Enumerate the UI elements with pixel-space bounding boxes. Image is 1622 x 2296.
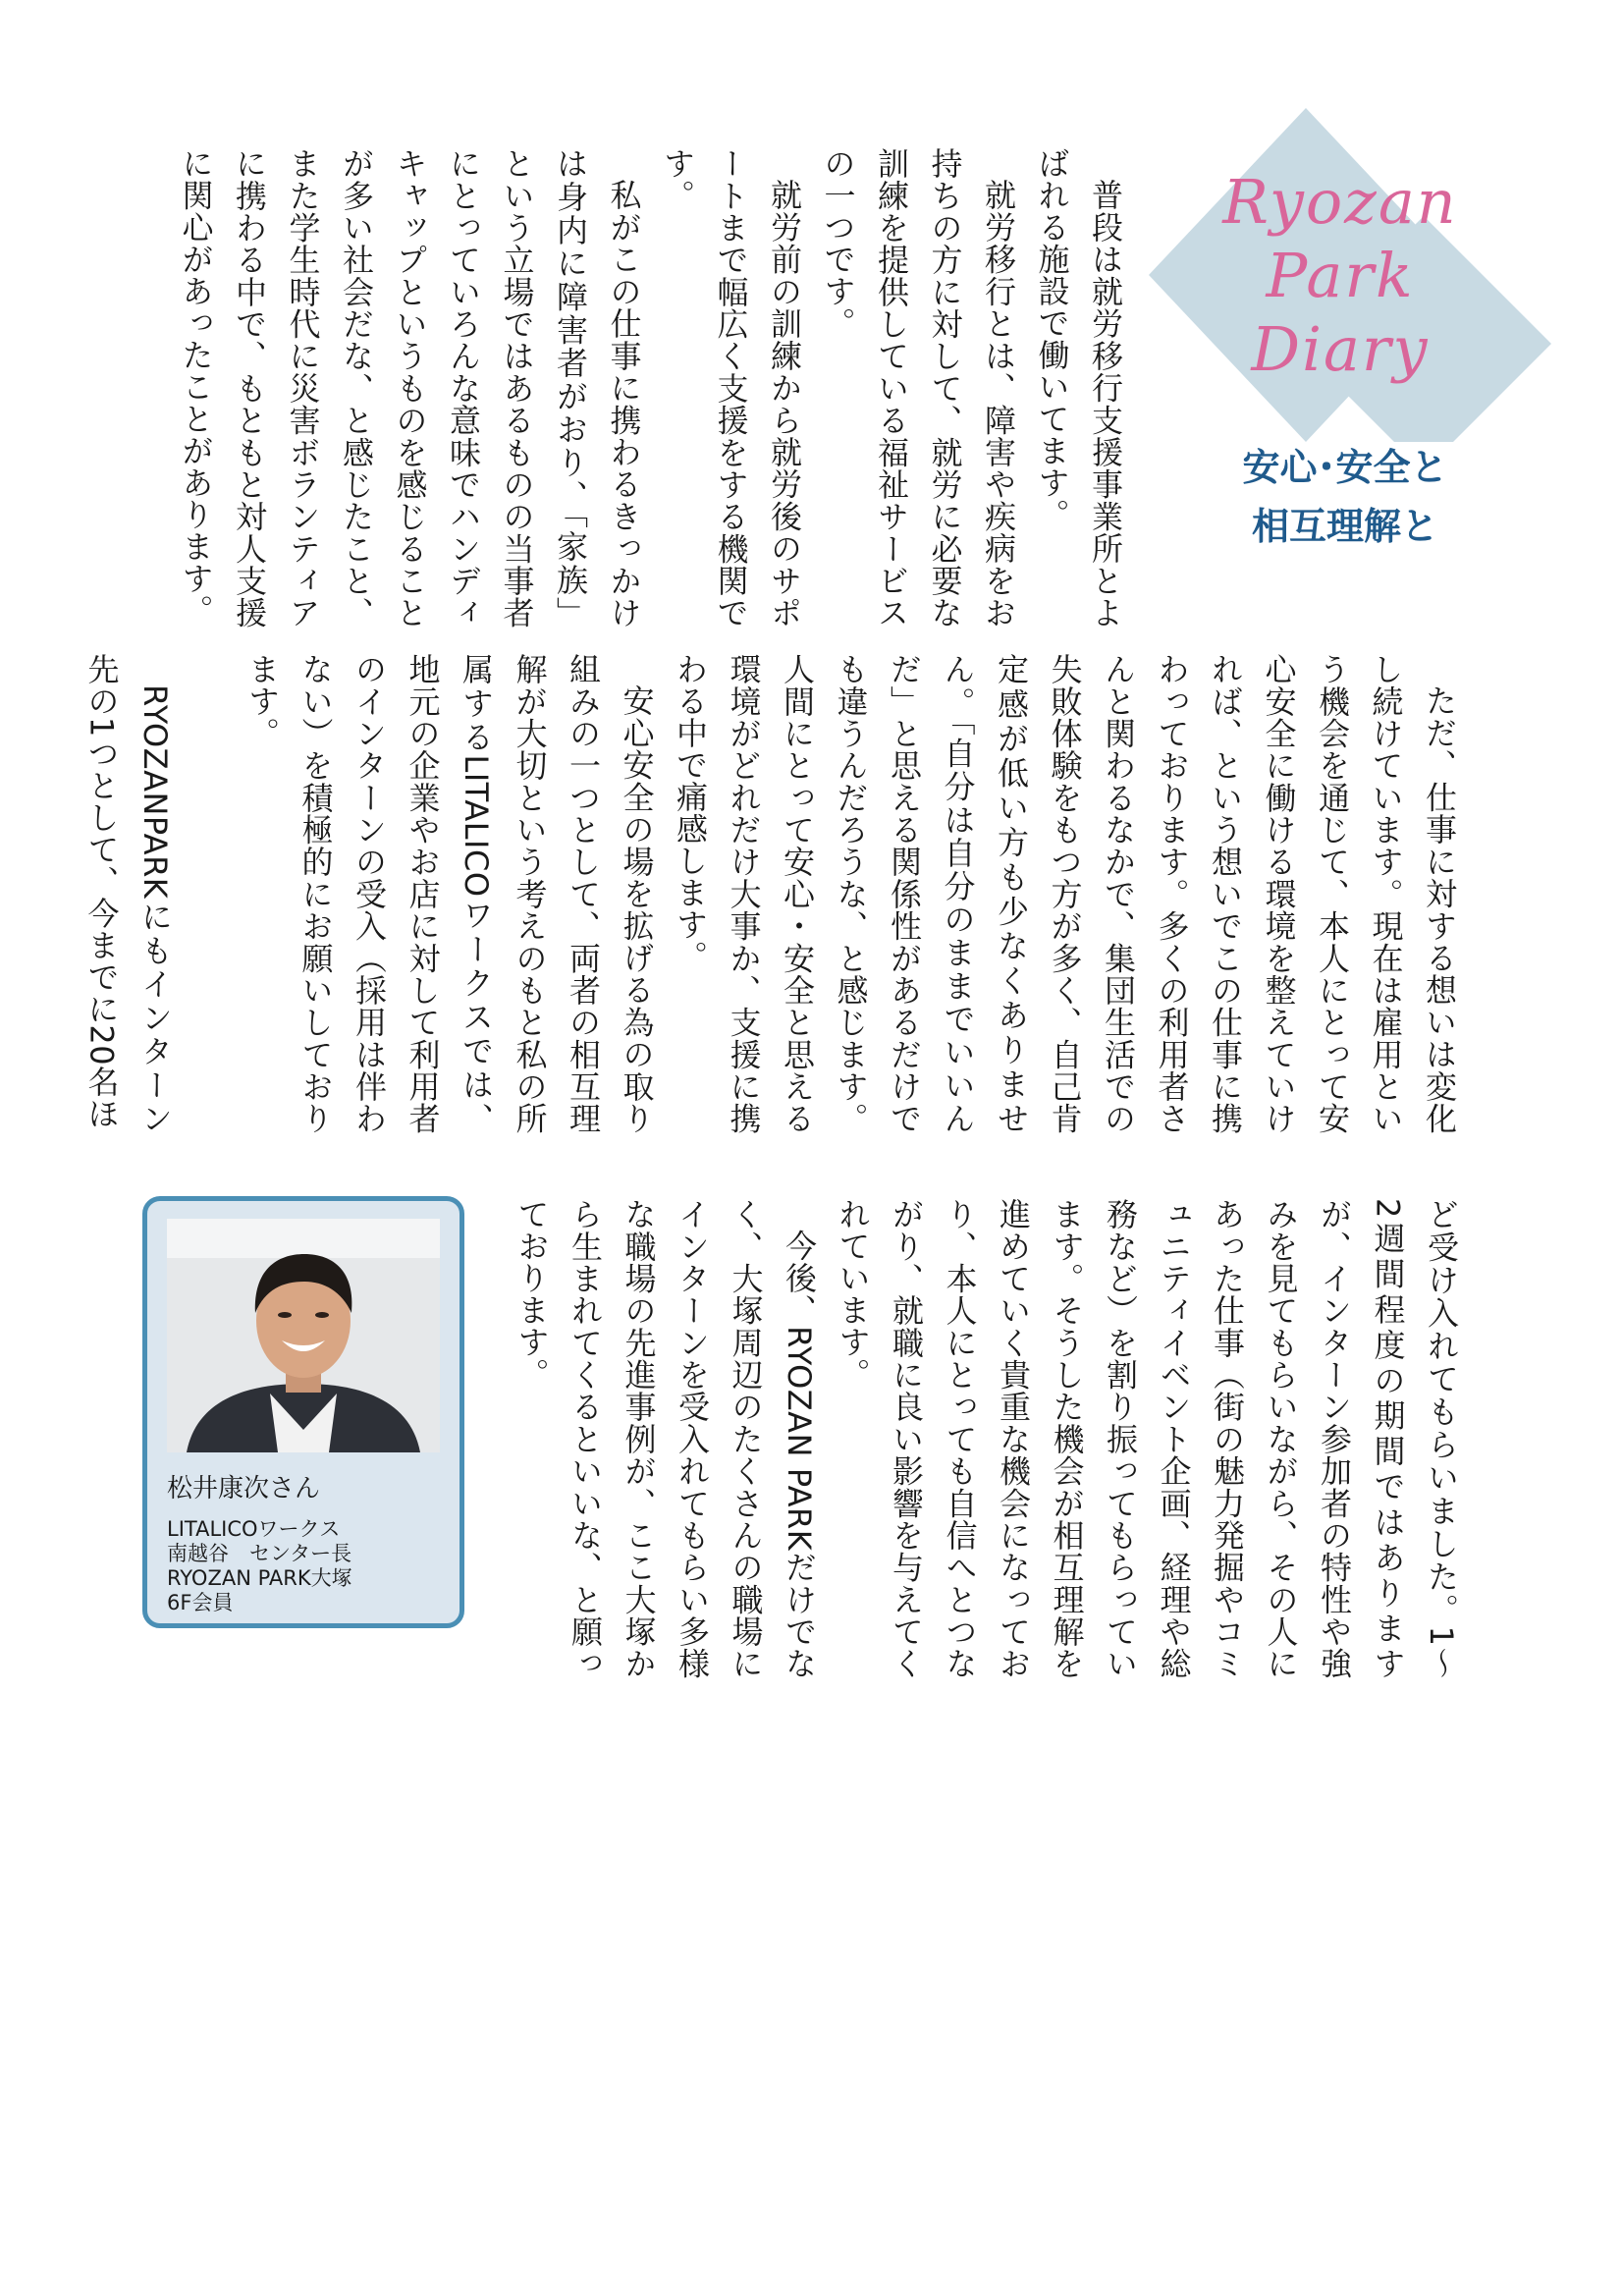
profile-position: 南越谷 センター長 bbox=[167, 1542, 352, 1565]
article-subtitle-line-2: 相互理解と bbox=[1251, 505, 1438, 548]
article-subtitle-line-1: 安心･安全と bbox=[1242, 446, 1448, 489]
logo-word-1: Ryozan bbox=[1222, 166, 1458, 238]
profile-location: RYOZAN PARK大塚 bbox=[167, 1566, 352, 1590]
paragraph: ただ、仕事に対する想いは変化し続けています。現在は雇用という機会を通じて、本人にとって安心安全に働ける環境を整えていければ、という想いでこの仕事に携わっております。多くの利用者さんと関わるなかで、集団生活での失敗体験をもつ方が多く、自己肯定感が低い方も少なくありません。「自分は自分のままでいいんだ」と思える関係性があるだけでも違うんだろうな、と感じます。人間にとって安心・安全と思える環境がどれだけ大事か、支援に携わる中で痛感します。 bbox=[672, 653, 1458, 1135]
logo-word-3: Diary bbox=[1251, 313, 1430, 385]
paragraph: 普段は就労移行支援事業所とよばれる施設で働いてます。 bbox=[1033, 147, 1124, 629]
profile-card bbox=[142, 1196, 464, 1628]
profile-affiliation: LITALICOワークス bbox=[167, 1517, 341, 1541]
person-portrait-icon bbox=[167, 1219, 440, 1452]
logo-word-2: Park bbox=[1266, 240, 1415, 311]
paragraph: 安心安全の場を拡げる為の取り組みの一つとして、両者の相互理解が大切という考えのもと私の所属するLITALICOワークスでは、地元の企業やお店に対して利用者のインターンの受入（採用は伴わない）を積極的にお願いしております。 bbox=[243, 653, 656, 1134]
profile-photo bbox=[167, 1219, 440, 1452]
profile-membership: 6F会員 bbox=[167, 1591, 234, 1614]
article-column-upper bbox=[126, 147, 1132, 629]
article-column-middle bbox=[82, 653, 1466, 1135]
paragraph: 就労前の訓練から就労後のサポートまで幅広く支援をする機関です。 bbox=[659, 147, 803, 629]
paragraph: RYOZANPARKにもインターン先の1つとして、今までに20名ほ bbox=[82, 653, 174, 1134]
profile-name: 松井康次さん bbox=[167, 1474, 321, 1503]
paragraph: 私がこの仕事に携わるきっかけは身内に障害者がおり、「家族」という立場ではあるものの当事者にとっていろんな意味でハンディキャップというものを感じることが多い社会だな、と感じたこと、また学生時代に災害ボランティアに携わる中で、もともと対人支援に関心があったことがあります。 bbox=[177, 147, 643, 629]
paragraph: 今後、RYOZAN PARKだけでなく、大塚周辺のたくさんの職場にインターンを受入れてもらい多様な職場の先進事例が、ここ大塚から生まれてくるといいな、と願っております。 bbox=[513, 1198, 818, 1679]
paragraph: ど受け入れてもらいました。1～2週間程度の期間ではありますが、インターン参加者の特性や強みを見てもらいながら、その人にあった仕事（街の魅力発掘やコミュニティイベント企画、経理や総務など）を割り振ってもらっています。そうした機会が相互理解を進めていく貴重な機会になっており、本人にとっても自信へとつながり、就職に良い影響を与えてくれています。 bbox=[834, 1198, 1460, 1679]
article-column-lower bbox=[501, 1198, 1468, 1679]
paragraph: 就労移行とは、障害や疾病をお持ちの方に対して、就労に必要な訓練を提供している福祉サービスの一つです。 bbox=[819, 147, 1017, 629]
